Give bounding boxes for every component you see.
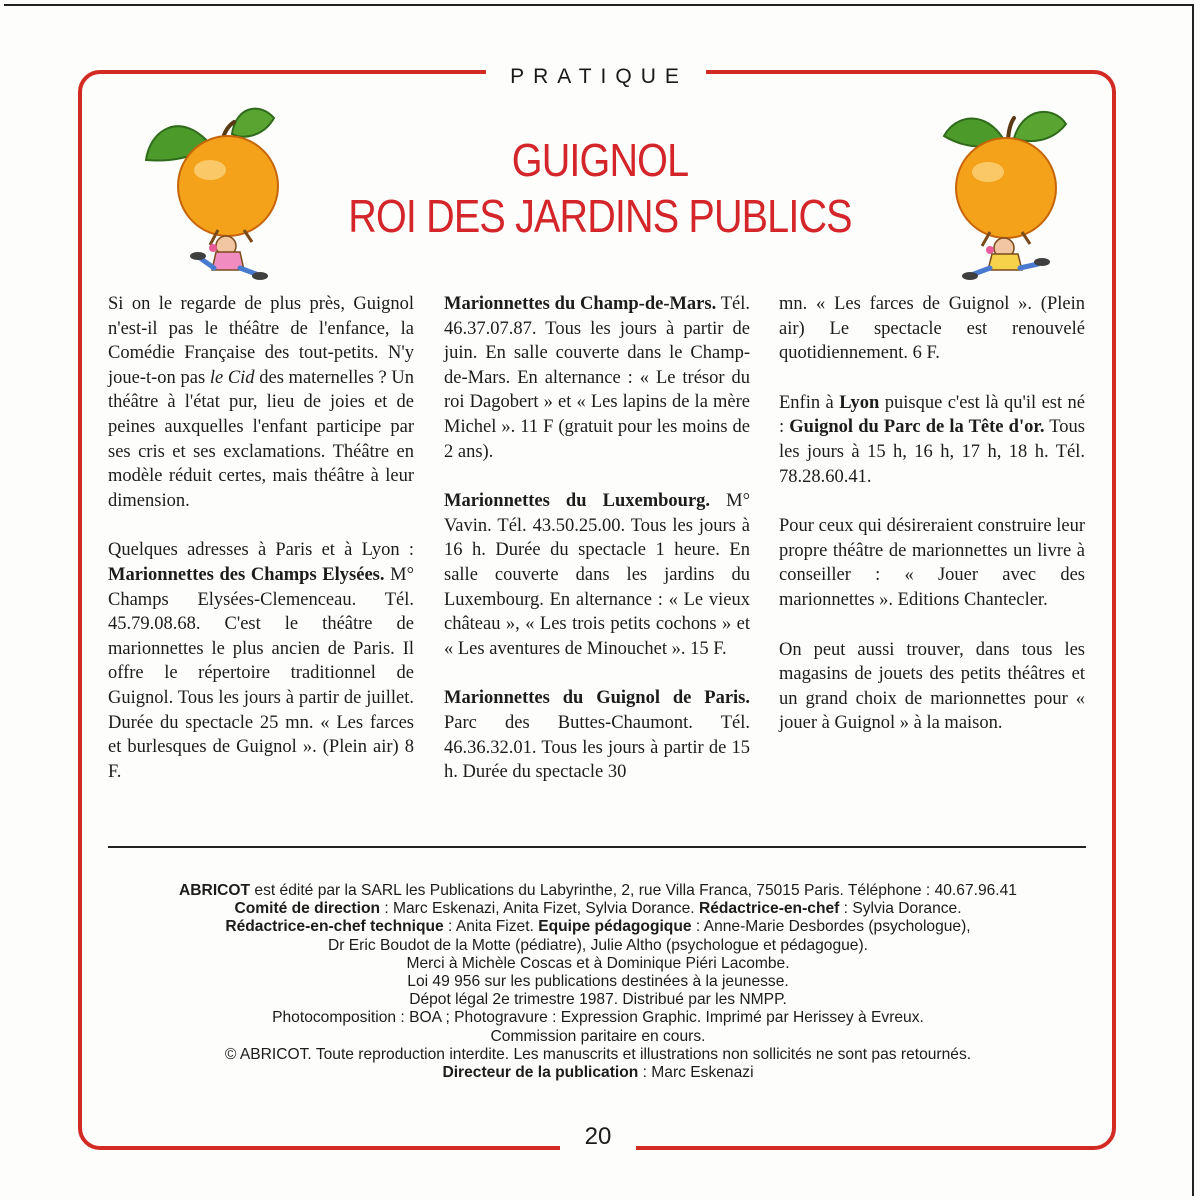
title-line-2: ROI DES JARDINS PUBLICS [348,190,852,242]
page-title [325,132,875,244]
credit-label: Rédactrice-en-chef technique [225,918,444,936]
venue-paragraph [779,391,1085,489]
text-column-3 [779,292,1085,761]
venue-name: Guignol du Parc de la Tête d'or. [789,417,1045,438]
venue-details: Parc des Buttes-Chaumont. Tél. 46.36.32.01. Tous les jours à partir de 15 h. Durée du spectacle 30 [444,712,750,783]
credit-line: Dépot légal 2e trimestre 1987. Distribué par les NMPP. [409,991,787,1009]
venue-name: Marionnettes du Luxembourg. [444,491,711,512]
intro-paragraph [108,292,414,513]
apricot-character-icon [140,100,290,280]
address-paragraph [108,538,414,784]
page-number: 20 [560,1120,636,1154]
text-column-1 [108,292,414,809]
credit-line [100,1064,1096,1082]
credit-line [100,882,1096,900]
credit-text: : Anne-Marie Desbordes (psychologue), [691,918,971,936]
title-line-1: GUIGNOL [511,134,689,186]
credit-label: Rédactrice-en-chef [698,900,840,918]
venue-details: M° Champs Elysées-Clemenceau. Tél. 45.79.08.68. C'est le théâtre de marionnettes le plus ancien de Paris. Il offre le répertoire traditionnel de Guignol. Tous les jours à partir de juillet. Durée du spectacle 25 mn. « Les farces et burlesques de Guignol ». (Plein air) 8 F. [108,564,414,782]
credit-label: Comité de direction [234,900,381,918]
book-paragraph: Pour ceux qui désireraient construire leur propre théâtre de marionnettes un livre à conseiller : « Jouer avec des marionnettes ». Editions Chantecler. [779,516,1085,610]
credit-text: : Marc Eskenazi [638,1064,754,1082]
credit-line: Loi 49 956 sur les publications destinées à la jeunesse. [407,973,789,991]
apricot-character-icon [928,100,1078,280]
italic-title: le Cid [209,367,255,388]
credit-text: : Marc Eskenazi, Anita Fizet, Sylvia Dorance. [380,900,699,918]
city-name: Lyon [839,392,880,413]
continued-paragraph: mn. « Les farces de Guignol ». (Plein air) Le spectacle est renouvelé quotidiennement. 6 F. [779,294,1085,364]
credit-line [100,918,1096,936]
credit-line [100,900,1096,918]
credit-label: ABRICOT [179,882,251,899]
text-column-2 [444,292,750,810]
venue-details: Tél. 46.37.07.87. Tous les jours à partir de juin. En salle couverte dans le Champ-de-Mars. En alternance : « Le trésor du roi Dagobert » et « Les lapins de la mère Michel ». 11 F (gratuit pour les moins de 2 ans). [444,294,750,462]
venue-name: Marionnettes des Champs Elysées. [108,564,385,585]
credit-text: : Anita Fizet. [443,918,539,936]
divider [108,846,1086,848]
credit-label: Equipe pédagogique [538,918,692,936]
venue-details: Tous les jours à 15 h, 16 h, 17 h, 18 h. Tél. 78.28.60.41. [779,417,1086,487]
text-run: Enfin à [779,392,840,413]
venue-paragraph [444,686,750,784]
text-run: Quelques adresses à Paris et à Lyon : [108,540,414,561]
credit-text: est édité par la SARL les Publications du Labyrinthe, 2, rue Villa Franca, 75015 Paris. Téléphone : 40.67.96.41 [250,882,1017,899]
venue-name: Marionnettes du Guignol de Paris. [444,688,750,709]
venue-name: Marionnettes du Champ-de-Mars. [444,294,717,314]
text-run: des maternelles ? Un théâtre à l'état pur, lieu de joies et de peines auxquelles l'enfant participe par ses cris et ses exclamations. Théâtre en modèle réduit certes, mais théâtre à leur dimension. [108,367,414,511]
publication-credits [100,882,1096,1082]
shops-paragraph: On peut aussi trouver, dans tous les magasins de jouets des petits théâtres et un grand choix de marionnettes pour « jouer à Guignol » à la maison. [779,639,1085,734]
credit-line: Merci à Michèle Coscas et à Dominique Piéri Lacombe. [406,954,790,972]
venue-details: M° Vavin. Tél. 43.50.25.00. Tous les jours à 16 h. Durée du spectacle 1 heure. En salle couverte dans les jardins du Luxembourg. En alternance : « Le vieux château », « Les trois petits cochons » et « Les aventures de Minouchet ». 15 F. [444,491,750,659]
credit-label: Directeur de la publication [442,1064,639,1082]
venue-paragraph [444,292,750,464]
credit-line: © ABRICOT. Toute reproduction interdite. Les manuscrits et illustrations non sollicités ne sont pas retournés. [224,1045,972,1063]
text-run: Si on le regarde de plus près, Guignol n'est-il pas le théâtre de l'enfance, la Comédie Française des tout-petits. N'y joue-t-on pas [108,294,414,388]
text-run: puisque c'est là qu'il est né : [779,392,1086,438]
section-label: PRATIQUE [486,62,706,92]
credit-line: Dr Eric Boudot de la Motte (pédiatre), Julie Altho (psychologue et pédagogue). [327,936,869,954]
credit-line: Commission paritaire en cours. [490,1027,706,1045]
credit-line: Photocomposition : BOA ; Photogravure : Expression Graphic. Imprimé par Herissey à Evreux. [272,1009,924,1027]
credit-text: : Sylvia Dorance. [839,900,962,918]
venue-paragraph [444,489,750,661]
